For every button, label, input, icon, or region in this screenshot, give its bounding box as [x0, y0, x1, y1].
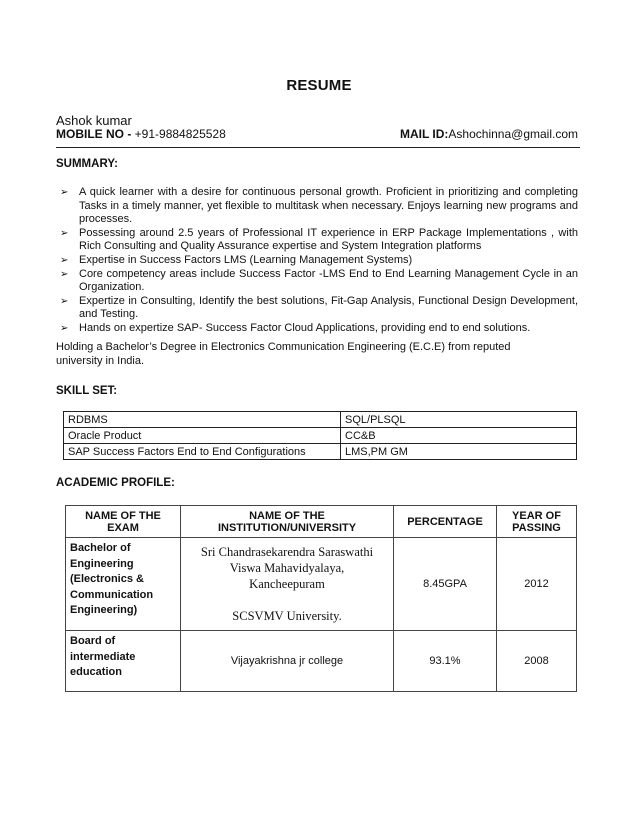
summary-item	[60, 227, 578, 254]
skill-cell: RDBMS	[64, 412, 341, 428]
year-cell: 2008	[497, 631, 577, 692]
skill-cell: CC&B	[341, 428, 577, 444]
academic-heading: ACADEMIC PROFILE:	[56, 477, 175, 489]
summary-item-text: Possessing around 2.5 years of Professional IT experience in ERP Package Implementations , with Rich Consulting and Quality Assurance expertise and System Integration platforms	[79, 226, 578, 253]
table-header-row	[66, 506, 577, 538]
academic-table	[65, 505, 577, 692]
mobile-label: MOBILE NO -	[56, 127, 135, 141]
year-cell: 2012	[497, 538, 577, 631]
arrow-bullet-icon: ➢	[60, 295, 69, 307]
summary-item	[60, 322, 578, 336]
column-header: YEAR OF PASSING	[497, 506, 577, 538]
institution-line: Viswa Mahavidyalaya,	[229, 561, 345, 575]
table-row	[64, 428, 577, 444]
institution-line: SCSVMV University.	[232, 609, 342, 623]
arrow-bullet-icon: ➢	[60, 268, 69, 280]
summary-item-text: Core competency areas include Success Factor -LMS End to End Learning Management Cycle in an Organization.	[79, 267, 578, 294]
institution-cell	[181, 538, 394, 631]
summary-item	[60, 268, 578, 295]
skill-cell: SAP Success Factors End to End Configurations	[64, 444, 341, 460]
header-divider	[56, 147, 580, 148]
skills-heading: SKILL SET:	[56, 385, 118, 397]
summary-list	[60, 186, 578, 336]
arrow-bullet-icon: ➢	[60, 254, 69, 266]
summary-item	[60, 186, 578, 227]
skill-cell: SQL/PLSQL	[341, 412, 577, 428]
percentage-cell: 93.1%	[394, 631, 497, 692]
candidate-name: Ashok kumar	[56, 113, 132, 128]
summary-item-text: A quick learner with a desire for continuous personal growth. Proficient in prioritizing and completing Tasks in a timely manner, yet flexible to multitask when necessary. Enjoys learning new programs and processes.	[79, 186, 578, 226]
spacer	[182, 592, 392, 608]
table-row	[64, 412, 577, 428]
mail-label: MAIL ID:	[399, 127, 449, 141]
summary-item-text: Hands on expertize SAP- Success Factor Cloud Applications, providing end to end solutions.	[79, 321, 531, 334]
institution-line: Sri Chandrasekarendra Saraswathi	[200, 545, 374, 559]
education-note: Holding a Bachelor’s Degree in Electronics Communication Engineering (E.C.E) from reputed university in India.	[56, 341, 511, 367]
exam-cell: Board of intermediate education	[66, 631, 181, 692]
mobile-value: +91-9884825528	[134, 127, 226, 141]
column-header: NAME OF THE INSTITUTION/UNIVERSITY	[181, 506, 394, 538]
resume-title: RESUME	[286, 77, 352, 94]
institution-line: Kancheepuram	[249, 577, 325, 591]
arrow-bullet-icon: ➢	[60, 227, 69, 239]
column-header: NAME OF THE EXAM	[66, 506, 181, 538]
exam-cell: Bachelor of Engineering (Electronics & Communication Engineering)	[66, 538, 181, 631]
summary-item	[60, 295, 578, 322]
summary-item-text: Expertize in Consulting, Identify the best solutions, Fit-Gap Analysis, Functional Design Development, and Testing.	[79, 294, 578, 321]
arrow-bullet-icon: ➢	[60, 187, 69, 198]
percentage-cell: 8.45GPA	[394, 538, 497, 631]
summary-item-text: Expertise in Success Factors LMS (Learning Management Systems)	[79, 253, 413, 266]
skill-cell: LMS,PM GM	[341, 444, 577, 460]
table-row	[66, 538, 577, 631]
mail-line	[400, 127, 578, 141]
institution-cell: Vijayakrishna jr college	[181, 631, 394, 692]
skills-table	[63, 411, 577, 460]
mobile-line	[56, 127, 226, 141]
summary-item	[60, 254, 578, 268]
table-row	[64, 444, 577, 460]
skill-cell: Oracle Product	[64, 428, 341, 444]
mail-value: Ashochinna@gmail.com	[448, 127, 578, 141]
column-header: PERCENTAGE	[394, 506, 497, 538]
arrow-bullet-icon: ➢	[60, 322, 69, 334]
summary-heading: SUMMARY:	[56, 158, 118, 170]
table-row	[66, 631, 577, 692]
